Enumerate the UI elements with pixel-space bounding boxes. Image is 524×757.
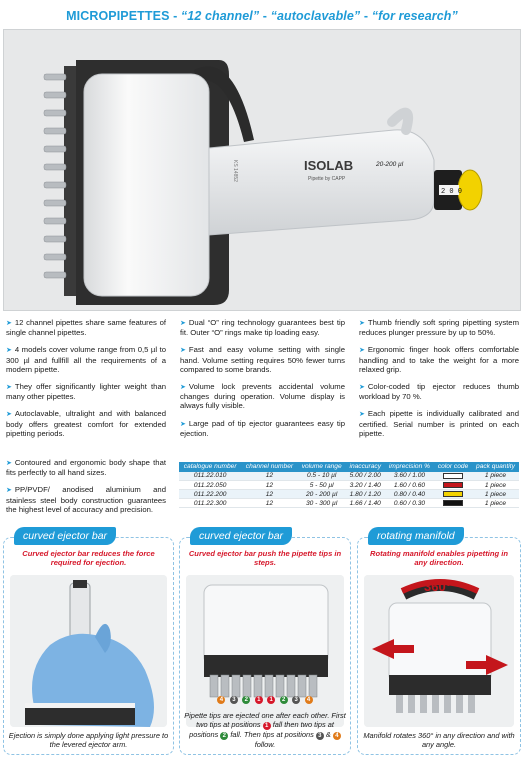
col-header: pack quantity bbox=[472, 462, 519, 472]
rotate-360-label: 360° bbox=[424, 579, 451, 594]
badge-4: 4 bbox=[217, 696, 225, 704]
cell-imprecision: 0.80 / 0.40 bbox=[385, 490, 434, 499]
cell-inaccuracy: 5.00 / 2.00 bbox=[346, 472, 385, 481]
cell-pack: 1 piece bbox=[472, 499, 519, 508]
badge-2: 2 bbox=[280, 696, 288, 704]
table-header-row bbox=[179, 462, 519, 472]
feature-item: ➤ Ergonomic finger hook offers comfortable handling and to take the weight for a more relaxed grip. bbox=[359, 345, 519, 374]
col-header: channel number bbox=[241, 462, 297, 472]
cell-imprecision: 3.60 / 1.00 bbox=[385, 472, 434, 481]
cell-pack: 1 piece bbox=[472, 481, 519, 490]
feature-item: ➤ They offer significantly lighter weight than many other pipettes. bbox=[6, 382, 166, 402]
table-row bbox=[179, 472, 519, 481]
cell-channel: 12 bbox=[241, 472, 297, 481]
panel-tab: curved ejector bar bbox=[190, 527, 292, 545]
panel-caption: Manifold rotates 360° in any direction and with any angle. bbox=[363, 731, 515, 749]
cell-inaccuracy: 1.80 / 1.20 bbox=[346, 490, 385, 499]
feature-item: ➤ Dual “O” ring technology guarantees best tip fit. Outer “O” rings make tip loading easy. bbox=[180, 318, 345, 338]
col-header: inaccuracy bbox=[346, 462, 385, 472]
cell-range: 20 - 200 µl bbox=[298, 490, 346, 499]
features-column-3 bbox=[359, 318, 519, 446]
feature-item: ➤ Contoured and ergonomic body shape that fits perfectly to all hand sizes. bbox=[6, 458, 166, 478]
badge-3: 3 bbox=[230, 696, 238, 704]
features-column-1-continued bbox=[6, 458, 166, 522]
gloved-hand-photo bbox=[10, 575, 167, 727]
color-swatch bbox=[443, 482, 463, 488]
features-section bbox=[0, 318, 524, 458]
panel-caption: Pipette tips are ejected one after each other. First two tips at positions 1 fall then two tips at positions 2 fall. Then tips at positions 3 & 4 follow. bbox=[184, 711, 346, 749]
feature-item: ➤ PP/PVDF/ anodised aluminium and stainless steel body construction guarantees the highest level of accuracy and precision. bbox=[6, 485, 166, 514]
panel-headline: Curved ejector bar reduces the force required for ejection. bbox=[22, 549, 155, 567]
cell-channel: 12 bbox=[241, 499, 297, 508]
panel-rotating-manifold bbox=[357, 530, 521, 755]
cell-pack: 1 piece bbox=[472, 490, 519, 499]
col-header: color code bbox=[434, 462, 472, 472]
cell-catalogue: 011.22.300 bbox=[179, 499, 241, 508]
cell-color bbox=[434, 481, 472, 490]
hero-product-image bbox=[3, 29, 521, 311]
cell-pack: 1 piece bbox=[472, 472, 519, 481]
panel-curved-ejector-2 bbox=[179, 530, 351, 755]
col-header: catalogue number bbox=[179, 462, 241, 472]
brand-subtitle: Pipette by CAPP bbox=[308, 176, 346, 182]
volume-range-label: 20-200 µl bbox=[376, 161, 404, 168]
feature-item: ➤ 12 channel pipettes share same features of single channel pipettes. bbox=[6, 318, 166, 338]
badge-1: 1 bbox=[267, 696, 275, 704]
features-column-1 bbox=[6, 318, 166, 446]
cell-inaccuracy: 3.20 / 1.40 bbox=[346, 481, 385, 490]
color-swatch bbox=[443, 491, 463, 497]
badge-2: 2 bbox=[242, 696, 250, 704]
panel-headline: Curved ejector bar push the pipette tips in steps. bbox=[188, 549, 342, 567]
feature-item: ➤ Thumb friendly soft spring pipetting system reduces plunger pressure by up to 50%. bbox=[359, 318, 519, 338]
cell-range: 5 - 50 µl bbox=[298, 481, 346, 490]
table-row bbox=[179, 490, 519, 499]
panel-headline: Rotating manifold enables pipetting in any direction. bbox=[370, 549, 508, 567]
badge-3: 3 bbox=[292, 696, 300, 704]
cell-color bbox=[434, 472, 472, 481]
panel-tab: curved ejector bar bbox=[14, 527, 116, 545]
pipette-illustration bbox=[4, 30, 521, 311]
tip-position-badges bbox=[180, 688, 350, 706]
features-column-2 bbox=[180, 318, 345, 446]
col-header: imprecision % bbox=[385, 462, 434, 472]
specification-table bbox=[179, 462, 519, 508]
cell-channel: 12 bbox=[241, 490, 297, 499]
feature-item: ➤ Fast and easy volume setting with single hand. Volume setting requires 50% fewer turns compared to some brands. bbox=[180, 345, 345, 374]
badge-1: 1 bbox=[255, 696, 263, 704]
cell-inaccuracy: 1.66 / 1.40 bbox=[346, 499, 385, 508]
cell-catalogue: 011.22.200 bbox=[179, 490, 241, 499]
panel-caption: Ejection is simply done applying light pressure to the levered ejector arm. bbox=[8, 731, 169, 749]
feature-item: ➤ Autoclavable, ultralight and with balanced body offers greatest comfort for extended pipetting periods. bbox=[6, 409, 166, 438]
badge-4: 4 bbox=[305, 696, 313, 704]
feature-item: ➤ Color-coded tip ejector reduces thumb workload by 70 %. bbox=[359, 382, 519, 402]
cell-range: 0.5 - 10 µl bbox=[298, 472, 346, 481]
serial-side-text: KS 14852 bbox=[232, 160, 238, 182]
feature-item: ➤ Large pad of tip ejector guarantees easy tip ejection. bbox=[180, 418, 345, 438]
cell-imprecision: 0.60 / 0.30 bbox=[385, 499, 434, 508]
cell-color bbox=[434, 490, 472, 499]
panel-tab: rotating manifold bbox=[368, 527, 464, 545]
cell-channel: 12 bbox=[241, 481, 297, 490]
cell-color bbox=[434, 499, 472, 508]
rotating-manifold-photo bbox=[364, 575, 514, 727]
brand-logo: ISOLAB bbox=[304, 158, 354, 173]
table-row bbox=[179, 499, 519, 508]
color-swatch bbox=[443, 500, 463, 506]
table-row bbox=[179, 481, 519, 490]
color-swatch bbox=[443, 473, 463, 479]
feature-item: ➤ 4 models cover volume range from 0,5 µl to 300 µl and fullfill all the requirements of a modern pipette. bbox=[6, 345, 166, 374]
col-header: volume range bbox=[298, 462, 346, 472]
cell-catalogue: 011.22.050 bbox=[179, 481, 241, 490]
cell-catalogue: 011.22.010 bbox=[179, 472, 241, 481]
feature-item: ➤ Each pipette is individually calibrated and certified. Serial number is printed on each pipette. bbox=[359, 409, 519, 438]
panel-curved-ejector-1 bbox=[3, 530, 174, 755]
feature-item: ➤ Volume lock prevents accidental volume changes during operation. Volume display is always fully visible. bbox=[180, 382, 345, 411]
page-title: MICROPIPETTES - “12 channel” - “autoclavable” - “for research” bbox=[66, 9, 458, 23]
page-header bbox=[0, 0, 524, 30]
cell-range: 30 - 300 µl bbox=[298, 499, 346, 508]
cell-imprecision: 1.60 / 0.60 bbox=[385, 481, 434, 490]
volume-counter: 2 0 0 bbox=[441, 188, 463, 196]
